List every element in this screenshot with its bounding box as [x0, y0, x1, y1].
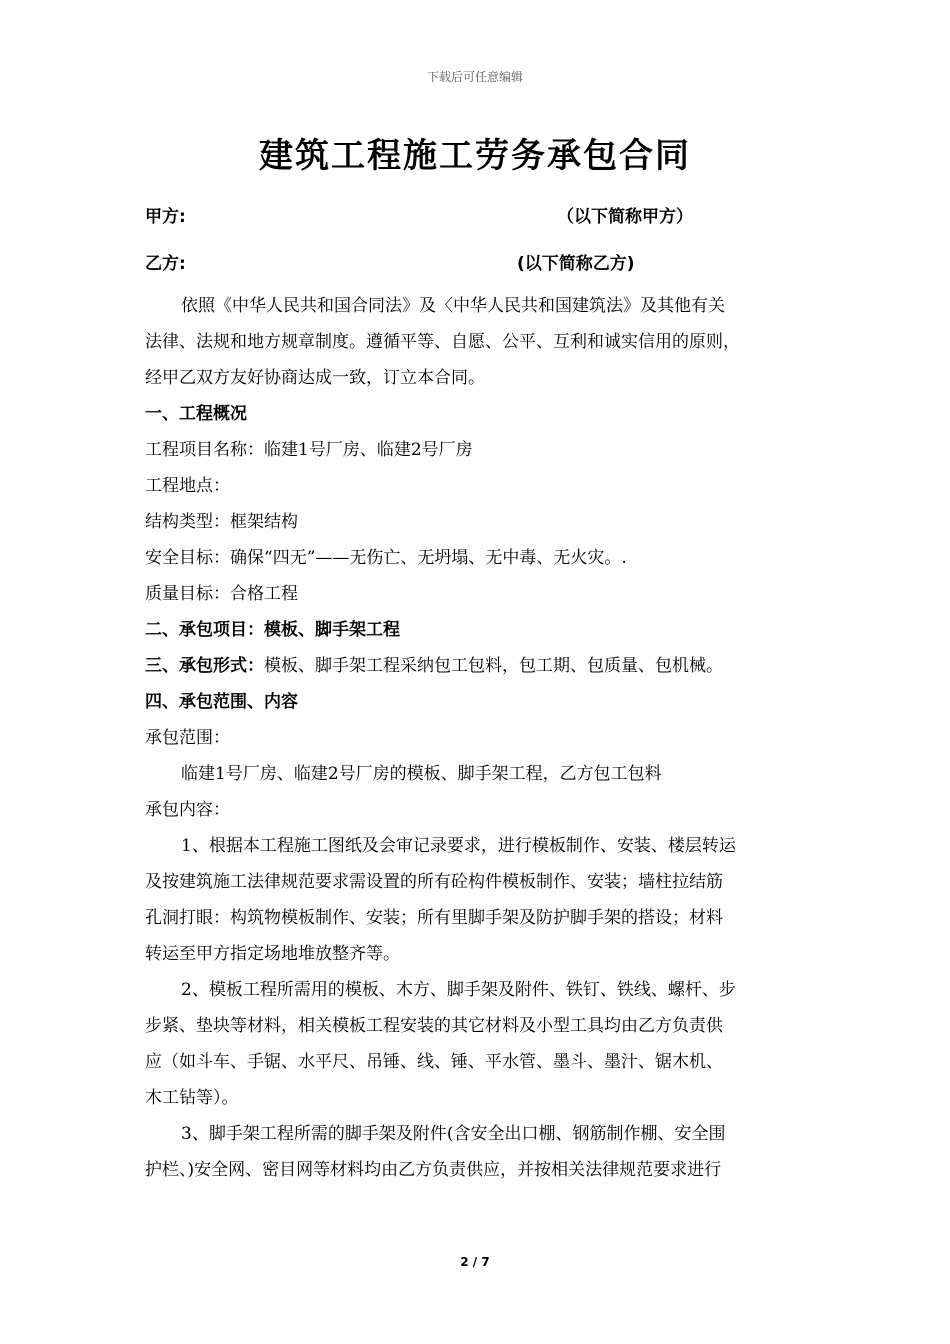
content-item3-line: 3、脚手架工程所需的脚手架及附件(含安全出口棚、钢筋制作棚、安全围	[181, 1124, 726, 1144]
content-label: 承包内容：	[145, 800, 230, 820]
document-title: 建筑工程施工劳务承包合同	[259, 136, 691, 176]
party-b-row	[145, 249, 825, 279]
section2-heading: 二、承包项目：模板、脚手架工程	[145, 620, 400, 640]
party-b-label: 乙方:	[145, 254, 186, 274]
intro-line: 法律、法规和地方规章制度。遵循平等、自愿、公平、互利和诚实信用的原则，	[145, 332, 740, 352]
content-item2-line: 步紧、垫块等材料，相关模板工程安装的其它材料及小型工具均由乙方负责供	[145, 1016, 723, 1036]
header-note: 下载后可任意编辑	[426, 70, 523, 84]
section1-heading: 一、工程概况	[145, 404, 247, 424]
safety-target: 安全目标：确保“四无”——无伤亡、无坍塌、无中毒、无火灾。.	[145, 548, 627, 568]
structure-type: 结构类型：框架结构	[145, 512, 298, 532]
content-item1-line: 转运至甲方指定场地堆放整齐等。	[145, 944, 400, 964]
content-item2-line: 应（如斗车、手锯、水平尺、吊锤、线、锤、平水管、墨斗、墨汁、锯木机、	[145, 1052, 723, 1072]
content-item1-line: 孔洞打眼：构筑物模板制作、安装；所有里脚手架及防护脚手架的搭设；材料	[145, 908, 723, 928]
scope-text: 临建1号厂房、临建2号厂房的模板、脚手架工程，乙方包工包料	[181, 764, 662, 784]
party-a-note: （以下简称甲方）	[557, 207, 693, 227]
section3-line	[145, 648, 825, 684]
intro-line: 依照《中华人民共和国合同法》及〈中华人民共和国建筑法》及其他有关	[181, 296, 725, 316]
content-item2-line: 木工钻等）。	[145, 1088, 239, 1108]
content-item3-line: 护栏、)安全网、密目网等材料均由乙方负责供应，并按相关法律规范要求进行	[145, 1160, 722, 1180]
scope-label: 承包范围：	[145, 728, 230, 748]
document-body	[145, 288, 825, 1188]
page-number: 2 / 7	[460, 1255, 490, 1269]
project-name: 工程项目名称：临建1号厂房、临建2号厂房	[145, 440, 473, 460]
content-item1-line: 1、根据本工程施工图纸及会审记录要求，进行模板制作、安装、楼层转运	[181, 836, 736, 856]
intro-line: 经甲乙双方友好协商达成一致，订立本合同。	[145, 368, 485, 388]
content-item1-line: 及按建筑施工法律规范要求需设置的所有砼构件模板制作、安装；墙柱拉结筋	[145, 872, 723, 892]
project-location: 工程地点：	[145, 476, 230, 496]
section3-text: 模板、脚手架工程采纳包工包料，包工期、包质量、包机械。	[264, 656, 723, 676]
content-item2-line: 2、模板工程所需用的模板、木方、脚手架及附件、铁钉、铁线、螺杆、步	[181, 980, 736, 1000]
party-a-row	[145, 202, 825, 232]
party-a-label: 甲方:	[145, 207, 186, 227]
party-b-note: (以下简称乙方)	[517, 254, 635, 274]
section4-heading: 四、承包范围、内容	[145, 692, 298, 712]
section3-heading: 三、承包形式：	[145, 656, 264, 676]
quality-target: 质量目标：合格工程	[145, 584, 298, 604]
